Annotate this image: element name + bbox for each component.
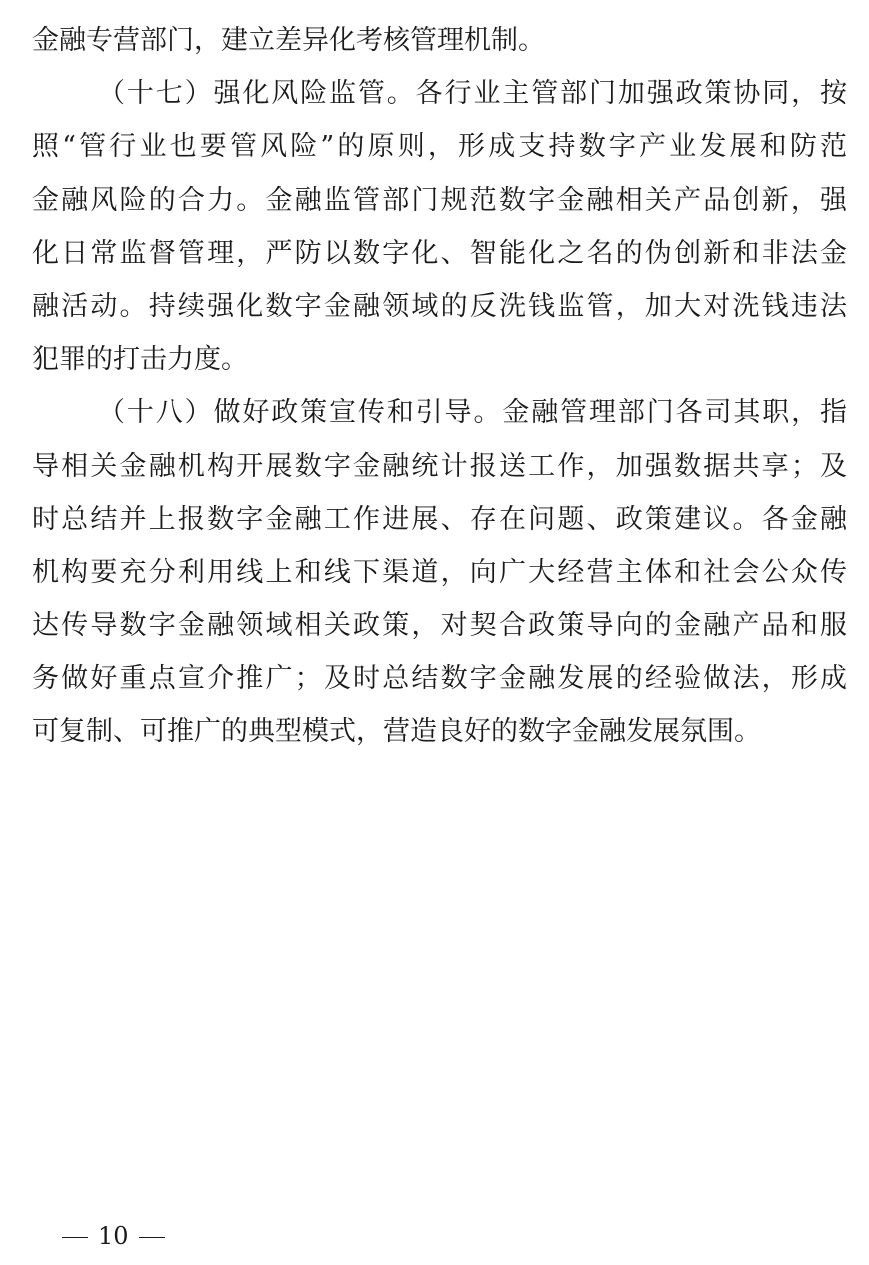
text-line: 达传导数字金融领域相关政策，对契合政策导向的金融产品和服	[32, 610, 847, 642]
text-line: 融活动。持续强化数字金融领域的反洗钱监管，加大对洗钱违法	[32, 290, 847, 322]
footer-dash-right	[139, 1237, 165, 1239]
text-line: 务做好重点宣介推广；及时总结数字金融发展的经验做法，形成	[32, 663, 847, 695]
text-line: 金融风险的合力。金融监管部门规范数字金融相关产品创新，强	[32, 184, 847, 216]
section-17-heading-line: （十七）强化风险监管。各行业主管部门加强政策协同，按	[98, 78, 847, 110]
body-text	[32, 14, 847, 759]
text-line: 时总结并上报数字金融工作进展、存在问题、政策建议。各金融	[32, 503, 847, 535]
text-line: 照“管行业也要管风险”的原则，形成支持数字产业发展和防范	[32, 131, 847, 163]
text-line: 金融专营部门，建立差异化考核管理机制。	[32, 25, 545, 56]
page-footer	[62, 1220, 165, 1252]
text-line: 导相关金融机构开展数字金融统计报送工作，加强数据共享；及	[32, 450, 847, 482]
section-18-heading-line: （十八）做好政策宣传和引导。金融管理部门各司其职，指	[98, 397, 847, 429]
text-line: 化日常监督管理，严防以数字化、智能化之名的伪创新和非法金	[32, 237, 847, 269]
text-line: 机构要充分利用线上和线下渠道，向广大经营主体和社会公众传	[32, 556, 847, 588]
text-line: 犯罪的打击力度。	[32, 344, 248, 376]
text-line: 可复制、可推广的典型模式，营造良好的数字金融发展氛围。	[32, 716, 761, 748]
footer-dash-left	[62, 1237, 88, 1239]
page-number: 10	[98, 1222, 129, 1250]
